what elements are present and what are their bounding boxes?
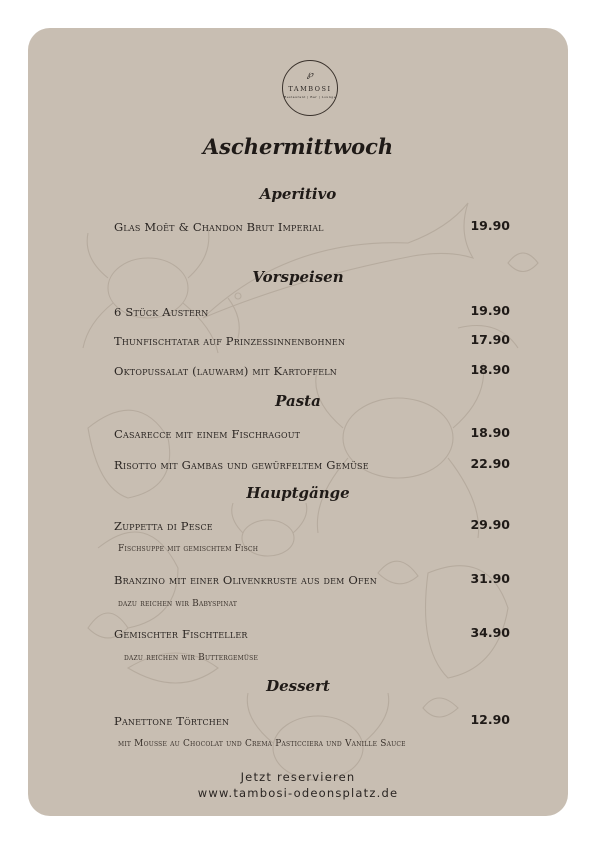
- menu-item-name: Gemischter Fischteller: [114, 627, 248, 641]
- menu-card: [28, 28, 568, 816]
- menu-item-price: 19.90: [470, 218, 510, 233]
- menu-item-price: 12.90: [470, 712, 510, 727]
- menu-item-price: 34.90: [470, 625, 510, 640]
- menu-title: Aschermittwoch: [202, 134, 394, 159]
- menu-item-price: 22.90: [470, 456, 510, 471]
- menu-item-name: Panettone Törtchen: [114, 714, 230, 728]
- section-heading-vorspeisen: Vorspeisen: [252, 268, 344, 286]
- menu-item-description: mit Mousse au Chocolat und Crema Pasticciera und Vanille Sauce: [118, 739, 406, 749]
- menu-item-name: Branzino mit einer Olivenkruste aus dem Ofen: [114, 573, 377, 587]
- website-link[interactable]: www.tambosi-odeonsplatz.de: [197, 786, 399, 800]
- section-heading-hauptgaenge: Hauptgänge: [246, 484, 350, 502]
- menu-item-name: Zuppetta di Pesce: [114, 519, 213, 533]
- menu-item-price: 19.90: [470, 303, 510, 318]
- menu-item-price: 17.90: [470, 332, 510, 347]
- menu-item-name: Glas Moët & Chandon Brut Imperial: [114, 220, 324, 234]
- menu-item-name: 6 Stück Austern: [114, 305, 209, 319]
- section-heading-aperitivo: Aperitivo: [259, 185, 337, 203]
- menu-item-description: dazu reichen wir Babyspinat: [118, 599, 238, 609]
- logo-monogram: ℘: [306, 70, 314, 80]
- menu-item-name: Oktopussalat (lauwarm) mit Kartoffeln: [114, 364, 337, 378]
- menu-item-description: Fischsuppe mit gemischtem Fisch: [118, 544, 259, 554]
- menu-item-name: Thunfischtatar auf Prinzessinnenbohnen: [114, 334, 346, 348]
- menu-item-price: 31.90: [470, 571, 510, 586]
- logo-subtitle: Restaurant | Bar | Lounge: [284, 95, 336, 99]
- menu-item-price: 18.90: [470, 425, 510, 440]
- section-heading-pasta: Pasta: [275, 392, 321, 410]
- menu-item-price: 29.90: [470, 517, 510, 532]
- reservation-text: Jetzt reservieren: [240, 770, 356, 784]
- menu-item-name: Casarecce mit einem Fischragout: [114, 427, 301, 441]
- section-heading-dessert: Dessert: [266, 677, 330, 695]
- menu-item-price: 18.90: [470, 362, 510, 377]
- tambosi-logo: [280, 58, 340, 118]
- menu-item-description: dazu reichen wir Buttergemüse: [124, 653, 259, 663]
- logo-name: TAMBOSI: [288, 85, 332, 93]
- menu-item-name: Risotto mit Gambas und gewürfeltem Gemüse: [114, 458, 369, 472]
